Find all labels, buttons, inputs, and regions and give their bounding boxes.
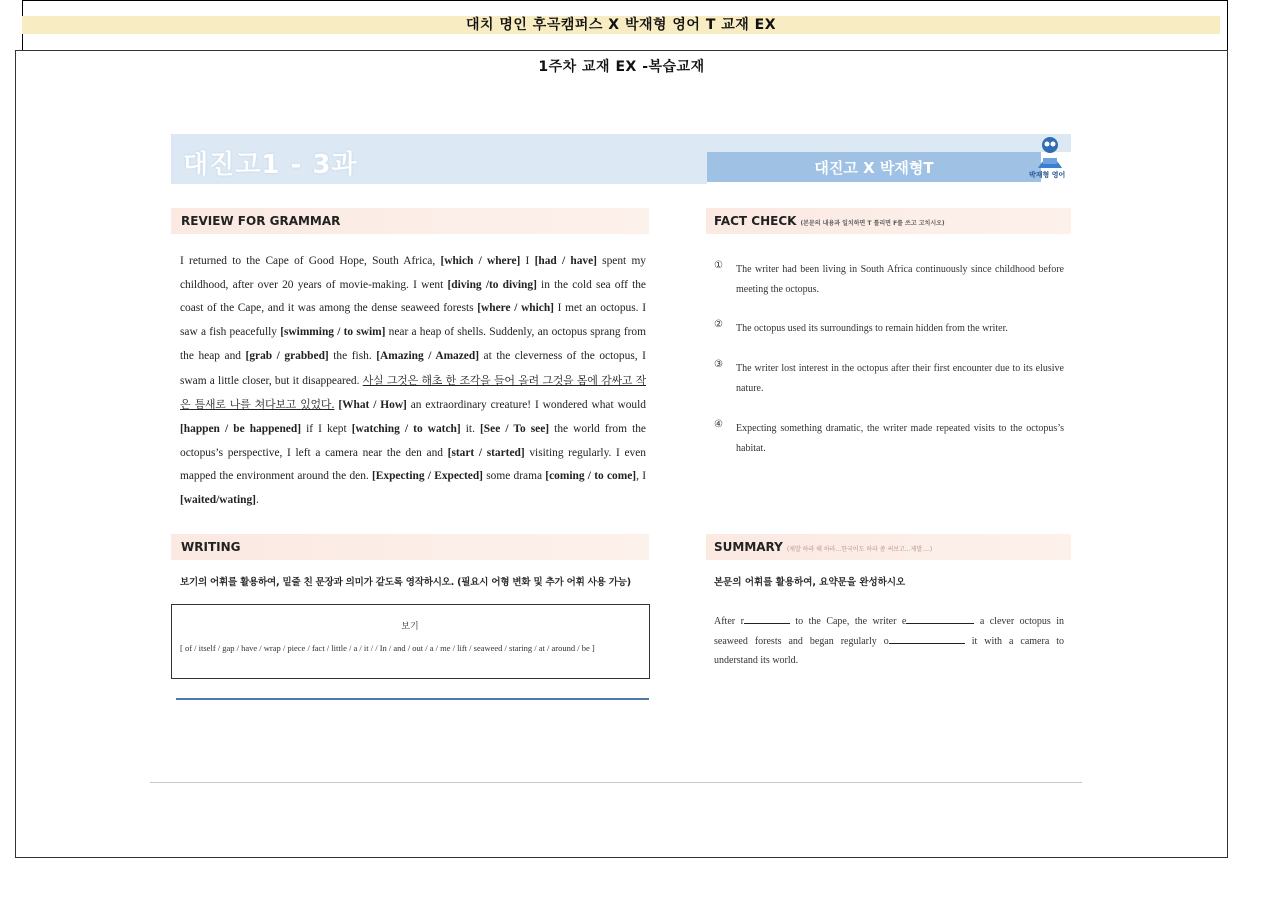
- lesson-title: 대진고1 - 3과: [183, 150, 358, 180]
- choice-bracket: [which / where]: [440, 255, 521, 267]
- korean-underlined-sentence: 사실 그것은 해초 한 조각을 들어 올려 그것을 몸에 감싸고 작은 틈새로 나를 쳐다보고 있었다.: [180, 373, 646, 412]
- fact-number: ③: [714, 359, 723, 370]
- passage-text: the world from the octopus’s perspective, I left a camera near the den and: [180, 422, 646, 459]
- fact-number: ④: [714, 419, 723, 430]
- fact-item: [714, 260, 1064, 300]
- choice-bracket: [happen / be happened]: [180, 422, 301, 435]
- fact-check-label: FACT CHECK: [714, 214, 797, 228]
- fact-number: ①: [714, 260, 723, 271]
- passage-text: some drama: [482, 470, 546, 483]
- summary-section-header: [706, 534, 1071, 560]
- passage-text: an extraordinary creature! I wondered what would: [406, 399, 646, 412]
- fact-check-note: (본문의 내용과 일치하면 T 틀리면 F를 쓰고 고치시오): [800, 220, 945, 227]
- passage-text: I: [520, 255, 535, 267]
- logo-text: 박재형 영어: [1029, 171, 1066, 179]
- choice-bracket: [had / have]: [534, 255, 597, 267]
- school-teacher-title: 대진고 X 박재형T: [814, 159, 934, 177]
- fact-item: [714, 319, 1064, 339]
- choice-bracket: [swimming / to swim]: [280, 326, 386, 339]
- teacher-logo-icon: [1029, 134, 1071, 184]
- writing-section-header: [171, 534, 649, 560]
- grammar-section-header: [171, 208, 649, 234]
- summary-blank: [744, 614, 790, 624]
- writing-title: WRITING: [181, 540, 241, 554]
- fact-check-section-header: [706, 208, 1071, 234]
- choice-bracket: [watching / to watch]: [351, 422, 461, 435]
- page-divider: [150, 782, 1082, 783]
- passage-text: it.: [460, 422, 481, 435]
- passage-text: the fish.: [328, 349, 377, 362]
- summary-fragment: it with a camera to understand its world.: [714, 635, 1065, 666]
- choice-bracket: [where / which]: [477, 302, 554, 315]
- summary-blank: [889, 634, 965, 644]
- passage-text: I returned to the Cape of Good Hope, South Africa,: [180, 255, 441, 267]
- summary-fragment: a clever octopus in seaweed forests and began regularly o: [714, 616, 1064, 647]
- passage-text: spent my childhood, after over 20 years of movie-making. I went: [180, 255, 646, 291]
- summary-fragment: to the Cape, the writer e: [789, 616, 907, 627]
- doc-header: [171, 134, 1071, 184]
- passage-text: in the cold sea off the coast of the Cape, and it was among the dense seaweed forests: [180, 278, 646, 315]
- fact-text: The writer had been living in South Africa continuously since childhood before meeting the octopus.: [736, 264, 1064, 295]
- summary-blank: [906, 614, 974, 624]
- writing-instruction: 보기의 어휘를 활용하여, 밑줄 친 문장과 의미가 같도록 영작하시오. (필요시 어형 변화 및 추가 어휘 사용 가능): [180, 577, 631, 588]
- summary-fragment: After r: [714, 616, 744, 627]
- passage-text: .: [255, 494, 259, 507]
- word-bank-box: [171, 604, 650, 679]
- grammar-passage: [180, 250, 646, 513]
- choice-bracket: [coming / to come]: [545, 470, 637, 483]
- fact-item: [714, 359, 1064, 399]
- passage-text: if I kept: [301, 422, 352, 435]
- page-subtitle: 1주차 교재 EX -복습교재: [538, 59, 705, 75]
- summary-text: [714, 612, 1064, 671]
- choice-bracket: [waited/wating]: [180, 494, 256, 507]
- choice-bracket: [grab / grabbed]: [245, 349, 329, 362]
- doc-header-strip: [577, 134, 1071, 152]
- word-bank-words: [ of / itself / gap / have / wrap / piece / fact / little / a / it / / In / and / out / a / me / lift / seaweed / staring / at / around / be ]: [180, 643, 595, 653]
- fact-item: [714, 419, 1064, 459]
- passage-text: near a heap of shells. Suddenly, an octopus sprang from the heap and: [180, 326, 646, 362]
- choice-bracket: [diving /to diving]: [447, 278, 537, 291]
- answer-line: [176, 698, 649, 700]
- fact-text: Expecting something dramatic, the writer made repeated visits to the octopus’s habitat.: [736, 423, 1064, 454]
- doc-header-right: [707, 152, 1041, 182]
- grammar-title: REVIEW FOR GRAMMAR: [181, 214, 341, 228]
- passage-text: I met an octopus. I saw a fish peacefully: [180, 302, 646, 339]
- choice-bracket: [start / started]: [447, 446, 525, 459]
- fact-number: ②: [714, 319, 723, 330]
- fact-check-title: [714, 214, 945, 228]
- page-banner: 대치 명인 후곡캠퍼스 X 박재형 영어 T 교재 EX: [22, 16, 1220, 34]
- passage-text: , I: [636, 470, 646, 483]
- fact-text: The writer lost interest in the octopus after their first encounter due to its elusive nature.: [736, 363, 1064, 394]
- passage-text: at the cleverness of the octopus, I swam a little closer, but it disappeared.: [180, 349, 646, 387]
- choice-bracket: [What / How]: [338, 399, 407, 412]
- fact-text: The octopus used its surroundings to remain hidden from the writer.: [736, 323, 1008, 334]
- word-bank-title: 보기: [401, 622, 419, 632]
- choice-bracket: [Amazing / Amazed]: [376, 349, 479, 362]
- summary-label: SUMMARY: [714, 540, 783, 554]
- summary-title: [714, 540, 932, 554]
- choice-bracket: [See / To see]: [480, 422, 550, 435]
- summary-instruction: 본문의 어휘를 활용하여, 요약문을 완성하시오: [714, 577, 906, 588]
- passage-text: visiting regularly. I even mapped the environment around the den.: [180, 446, 647, 483]
- summary-note: (제발 하라 해 하라...한국어도 하라 좀 써보고...제발....): [786, 546, 933, 553]
- choice-bracket: [Expecting / Expected]: [372, 470, 483, 483]
